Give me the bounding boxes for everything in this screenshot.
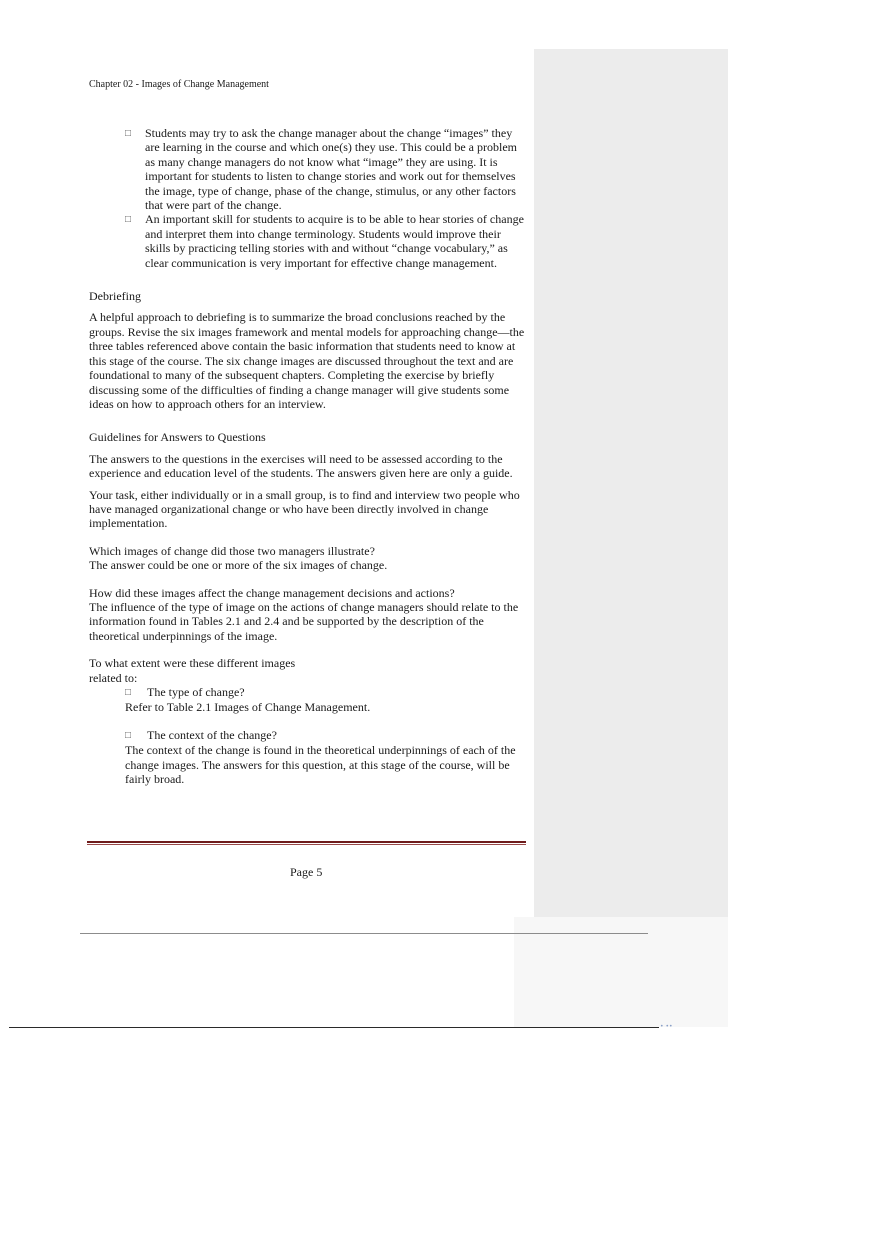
- section-heading-guidelines: Guidelines for Answers to Questions: [89, 430, 266, 445]
- running-header: Chapter 02 - Images of Change Management: [89, 79, 269, 90]
- bullet-text: Students may try to ask the change manager about the change “images” they are learning in the course and which one(s) they use. This could be a problem as many change managers do not know what “image” they are using. It is important for students to listen to change stories and work out for themselves the image, type of change, phase of the change, stimulus, or any other factors that were part of the change.: [145, 126, 517, 213]
- task-paragraph: Your task, either individually or in a small group, is to find and interview two people who have managed organizational change or who have been directly involved in change implementation.: [89, 487, 520, 531]
- sub-answer: The context of the change is found in the theoretical underpinnings of each of the change images. The answers for this question, at this stage of the course, will be fairly broad.: [125, 743, 516, 787]
- bullet-box-icon: □: [125, 729, 132, 741]
- footer-rule-thin: [87, 844, 526, 845]
- question-3-line-2: related to:: [89, 670, 138, 685]
- bullet-box-icon: □: [125, 128, 132, 139]
- page-divider: [80, 933, 648, 934]
- faint-scan-mark: • ••: [660, 1023, 673, 1030]
- question-3-line-1: To what extent were these different images: [89, 656, 296, 671]
- sub-question: The context of the change?: [147, 727, 277, 742]
- question-2: How did these images affect the change management decisions and actions?: [89, 585, 455, 600]
- sub-answer: Refer to Table 2.1 Images of Change Management.: [125, 700, 371, 715]
- sub-question-item: [125, 728, 529, 743]
- bullet-text: An important skill for students to acquire is to be able to hear stories of change and interpret them into change terminology. Students would improve their skills by practicing telling stories with and without “change vocabulary,” as clear communication is very important for effective change management.: [145, 212, 524, 270]
- comment-pane: [534, 49, 728, 917]
- section-heading-debriefing: Debriefing: [89, 289, 141, 304]
- guidelines-intro: The answers to the questions in the exercises will need to be assessed according to the experience and education level of the students. The answers given here are only a guide.: [89, 451, 513, 481]
- sub-question: The type of change?: [147, 685, 245, 699]
- bullet-box-icon: □: [125, 687, 132, 698]
- page-number: Page 5: [290, 865, 323, 879]
- debriefing-paragraph: A helpful approach to debriefing is to summarize the broad conclusions reached by the groups. Revise the six images framework and mental models for approaching change—the three tables referenced above contain the basic information that students need to know at this stage of the course. The six change images are discussed throughout the text and are foundational to many of the subsequent chapters. Completing the exercise by briefly discussing some of the difficulties of finding a change manager will give students some ideas on how to approach others for an interview.: [89, 310, 525, 411]
- answer-2: The influence of the type of image on the actions of change managers should relate to the information found in Tables 2.1 and 2.4 and be supported by the description of the theoretical underpinnings of the image.: [89, 599, 519, 643]
- bullet-box-icon: □: [125, 214, 132, 226]
- bullet-item: [125, 126, 529, 212]
- footer-rule: [87, 841, 526, 843]
- answer-1: The answer could be one or more of the six images of change.: [89, 558, 388, 573]
- page-divider-lower: [9, 1027, 659, 1028]
- question-1: Which images of change did those two managers illustrate?: [89, 543, 375, 558]
- sub-question-item: [125, 685, 529, 700]
- bullet-item: [125, 212, 529, 270]
- page-body: [89, 126, 529, 786]
